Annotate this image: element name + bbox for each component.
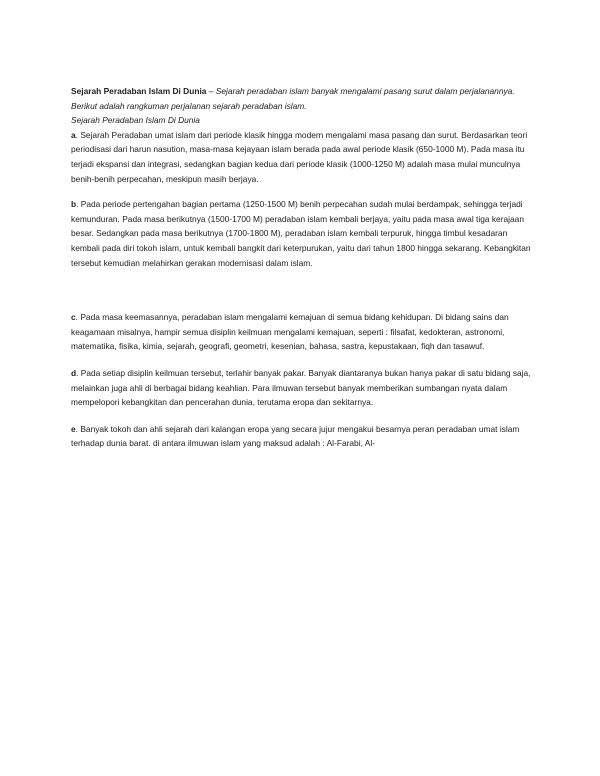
intro-dash: – (206, 86, 216, 96)
intro-text: Sejarah peradaban islam banyak mengalami pasang surut dalam perjalanannya. Berikut adalah rangkuman perjalanan sejarah peradaban islam. (71, 86, 515, 111)
intro-title: Sejarah Peradaban Islam Di Dunia (71, 86, 207, 96)
section-b (71, 197, 533, 270)
section-b-text: . Pada periode pertengahan bagian pertama (1250-1500 M) benih perpecahan sudah mulai berdampak, sehingga terjadi kemunduran. Pada masa berikutnya (1500-1700 M) peradaban islam kembali berjaya, yaitu pada masa awal tiga kerajaan besar. Sedangkan pada masa berikutnya (1700-1800 M), peradaban islam kembali terpuruk, hingga timbul kesadaran kembali pada diri tokoh islam, untuk kembali bangkit dari keterpurukan, yaitu dari tahun 1800 hingga sekarang. Kebangkitan tersebut kemudian melahirkan gerakan modernisasi dalam islam. (71, 199, 531, 268)
section-a (71, 128, 533, 186)
intro-paragraph (71, 84, 533, 113)
section-e (71, 422, 533, 451)
section-d (71, 366, 533, 410)
subheading: Sejarah Peradaban Islam Di Dunia (71, 115, 200, 126)
section-b-marker: b (71, 199, 77, 210)
spacer (71, 186, 533, 197)
spacer (71, 410, 533, 422)
section-c (71, 310, 533, 354)
section-d-text: . Pada setiap disiplin keilmuan tersebut, terlahir banyak pakar. Banyak diantaranya bukan hanya pakar di satu bidang saja, melainkan juga ahli di berbagai bidang keahlian. Para ilmuwan tersebut banyak memberikan sumbangan nyata dalam mempelopori kebangkitan dan pencerahan dunia, terutama eropa dan sekitarnya. (71, 367, 531, 408)
section-e-marker: e (71, 423, 76, 434)
section-c-text: . Pada masa keemasannya, peradaban islam mengalami kemajuan di semua bidang kehidupan. Di bidang sains dan keagamaan misalnya, hampir semua disiplin keilmuan mengalami kemajuan, seperti : filsafat, kedokteran, astronomi, matematika, fisika, kimia, sejarah, geografi, geometri, kesenian, bahasa, sastra, kepustakaan, fiqh dan tasawuf. (71, 312, 509, 352)
section-d-marker: d (71, 367, 77, 378)
section-a-marker: a (71, 129, 76, 140)
document-page (71, 84, 533, 451)
section-e-text: . Banyak tokoh dan ahli sejarah dari kalangan eropa yang secara jujur mengakui besarnya peran peradaban umat islam terhadap dunia barat. di antara ilmuwan islam yang maksud adalah : Al-Farabi, Al- (71, 423, 520, 449)
section-a-text: . Sejarah Peradaban umat islam dari periode klasik hingga modern mengalami masa pasang dan surut. Berdasarkan teori periodisasi dari harun nasution, masa-masa kejayaan islam berada pada awal periode klasik (650-1000 M). Pada masa itu terjadi ekspansi dan integrasi, sedangkan bagian kedua dari periode klasik (1000-1250 M) adalah masa mulai munculnya benih-benih perpecahan, meskipun masih berjaya. (71, 129, 528, 184)
spacer (71, 354, 533, 366)
spacer (71, 270, 533, 310)
section-c-marker: c (71, 312, 76, 323)
